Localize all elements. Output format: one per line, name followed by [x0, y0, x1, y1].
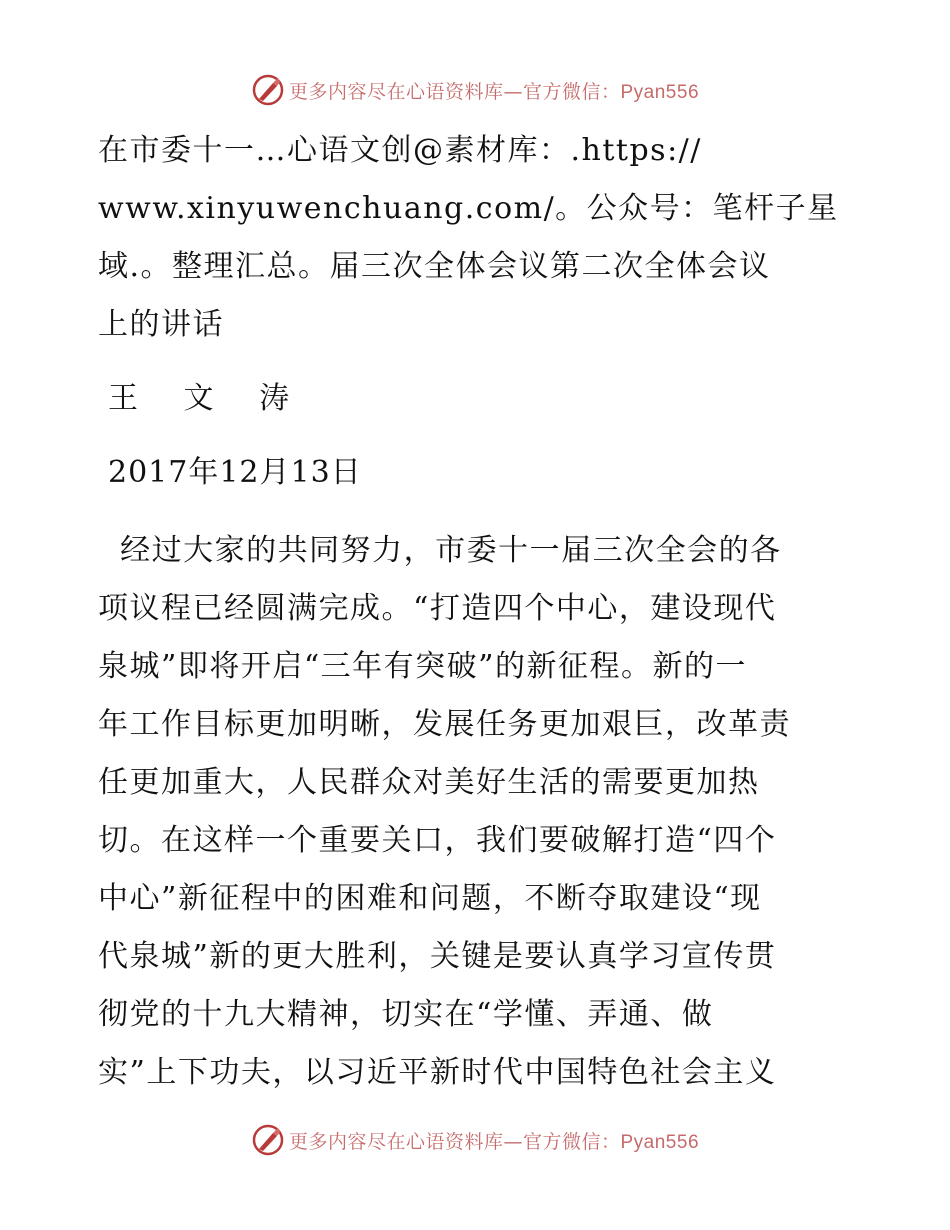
watermark-text: 更多内容尽在心语资料库—官方微信：Pyan556 — [288, 1130, 700, 1153]
body-line: 代泉城”新的更大胜利，关键是要认真学习宣传贯 — [98, 939, 777, 974]
body-line: 切。在这样一个重要关口，我们要破解打造“四个 — [98, 823, 777, 858]
body-line: 泉城”即将开启“三年有突破”的新征程。新的一 — [98, 649, 748, 684]
logo-icon — [251, 73, 285, 107]
author: 王 文 涛 — [108, 381, 308, 416]
title-line: 域.。整理汇总。届三次全体会议第二次全体会议 — [98, 249, 771, 284]
document-body — [98, 122, 858, 1102]
body-line: 彻党的十九大精神，切实在“学懂、弄通、做 — [98, 997, 714, 1032]
body-line: 经过大家的共同努力，市委十一届三次全会的各 — [98, 533, 782, 568]
watermark-banner-top — [0, 70, 950, 110]
document-title — [98, 122, 858, 354]
body-paragraph — [98, 522, 858, 1102]
body-line: 实”上下功夫，以习近平新时代中国特色社会主义 — [98, 1055, 777, 1090]
body-line: 年工作目标更加明晰，发展任务更加艰巨，改革责 — [98, 707, 791, 742]
watermark-text: 更多内容尽在心语资料库—官方微信：Pyan556 — [288, 80, 700, 103]
date: 2017年12月13日 — [108, 455, 362, 490]
body-line: 项议程已经圆满完成。“打造四个中心，建设现代 — [98, 591, 777, 626]
body-line: 任更加重大，人民群众对美好生活的需要更加热 — [98, 765, 760, 800]
body-line: 中心”新征程中的困难和问题，不断夺取建设“现 — [98, 881, 762, 916]
watermark-banner-bottom — [0, 1120, 950, 1160]
logo-icon — [251, 1123, 285, 1157]
title-line: 上的讲话 — [98, 307, 224, 342]
title-line: 在市委十一…心语文创@素材库：.https:// — [98, 133, 702, 168]
title-line: www.xinyuwenchuang.com/。公众号：笔杆子星 — [98, 191, 839, 226]
